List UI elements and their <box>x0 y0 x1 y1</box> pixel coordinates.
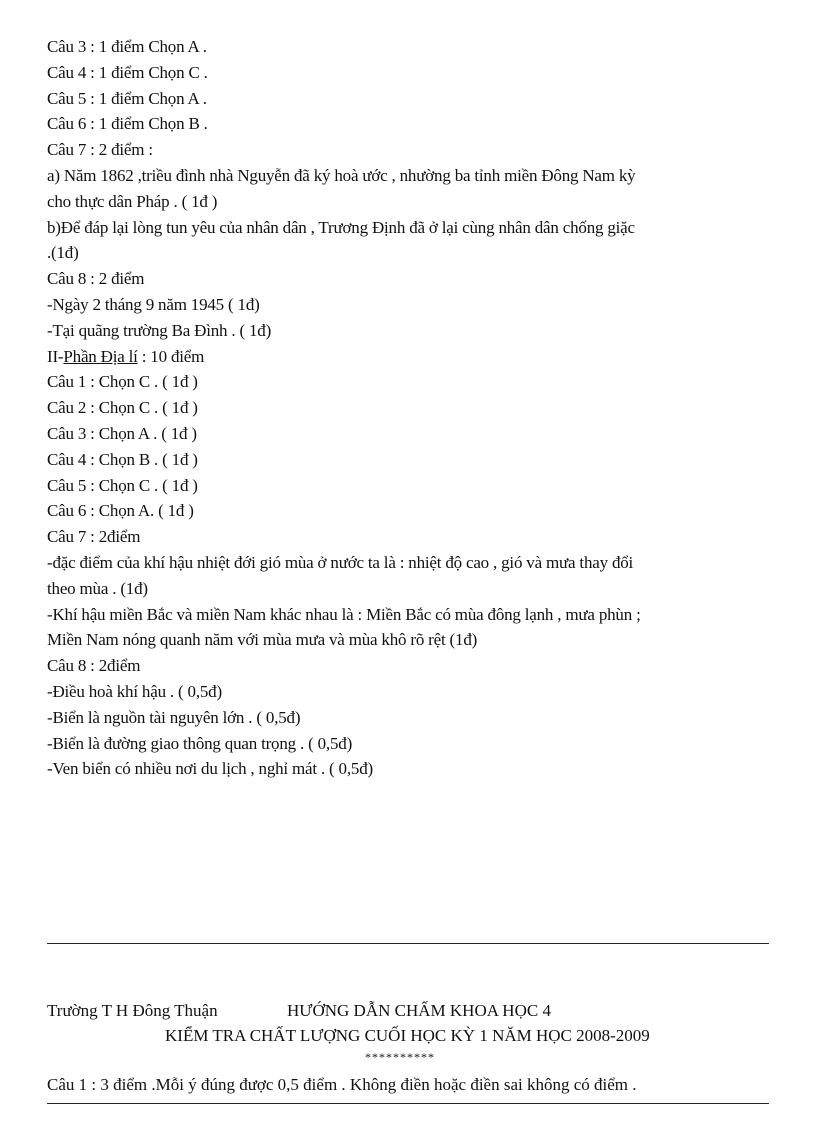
horizontal-divider <box>47 943 769 944</box>
section-heading-geography <box>47 344 767 370</box>
answer-line: Câu 7 : 2điểm <box>47 527 141 547</box>
answer-line: -Tại quãng trường Ba Đình . ( 1đ) <box>47 320 272 340</box>
answer-line: Câu 8 : 2 điểm <box>47 269 145 289</box>
header-row <box>47 998 769 1023</box>
answer-line: Câu 3 : 1 điểm Chọn A . <box>47 37 207 56</box>
answer-line: Câu 4 : 1 điểm Chọn C . <box>47 62 208 82</box>
next-page-header <box>47 998 769 1097</box>
document-title: HƯỚNG DẪN CHẤM KHOA HỌC 4 <box>287 1001 551 1020</box>
answer-line: Miền Nam nóng quanh năm với mùa mưa và mùa khô rõ rệt (1đ) <box>47 630 478 650</box>
horizontal-divider <box>47 1103 769 1104</box>
answer-line: cho thực dân Pháp . ( 1đ ) <box>47 191 218 211</box>
answer-line: -Biển là đường giao thông quan trọng . ( 0,5đ) <box>47 733 353 753</box>
answer-line: -Điều hoà khí hậu . ( 0,5đ) <box>47 681 222 701</box>
answer-line: .(1đ) <box>47 243 79 263</box>
school-name: Trường T H Đông Thuận <box>47 1001 218 1020</box>
answer-line: Câu 1 : 3 điểm .Mỗi ý đúng được 0,5 điểm . Không điền hoặc điền sai không có điểm . <box>47 1075 637 1094</box>
answer-line: -đặc điểm của khí hậu nhiệt đới gió mùa ở nước ta là : nhiệt độ cao , gió và mưa thay đổi <box>47 552 634 572</box>
answer-line: Câu 3 : Chọn A . ( 1đ ) <box>47 423 197 443</box>
answer-line: Câu 6 : Chọn A. ( 1đ ) <box>47 501 194 521</box>
answer-line: Câu 4 : Chọn B . ( 1đ ) <box>47 449 198 469</box>
answer-line: Câu 5 : Chọn C . ( 1đ ) <box>47 475 198 495</box>
star-separator: ********** <box>365 1050 435 1064</box>
answer-line: Câu 5 : 1 điểm Chọn A . <box>47 88 207 108</box>
answer-line: -Khí hậu miền Bắc và miền Nam khác nhau là : Miền Bắc có mùa đông lạnh , mưa phùn ; <box>47 604 641 624</box>
answer-line: -Ngày 2 tháng 9 năm 1945 ( 1đ) <box>47 294 260 314</box>
answer-line: Câu 1 : Chọn C . ( 1đ ) <box>47 372 198 392</box>
answer-line: -Biển là nguồn tài nguyên lớn . ( 0,5đ) <box>47 707 301 727</box>
section-prefix: II- <box>47 346 64 366</box>
answer-line: a) Năm 1862 ,triều đình nhà Nguyễn đã ký hoà ước , nhường ba tỉnh miền Đông Nam kỳ <box>47 165 636 185</box>
document-subtitle: KIỂM TRA CHẤT LƯỢNG CUỐI HỌC KỲ 1 NĂM HỌC 2008-2009 <box>165 1026 650 1045</box>
answer-line: theo mùa . (1đ) <box>47 578 148 598</box>
section-title: Phần Địa lí <box>63 346 138 366</box>
answer-line: Câu 7 : 2 điểm : <box>47 140 153 160</box>
answer-key-body <box>47 34 767 782</box>
section-suffix: : 10 điểm <box>137 346 205 366</box>
answer-line: Câu 8 : 2điểm <box>47 656 141 676</box>
answer-line: -Ven biển có nhiều nơi du lịch , nghỉ mát . ( 0,5đ) <box>47 759 373 779</box>
answer-line: Câu 6 : 1 điểm Chọn B . <box>47 114 208 134</box>
answer-line: Câu 2 : Chọn C . ( 1đ ) <box>47 398 198 418</box>
answer-line: b)Để đáp lại lòng tun yêu của nhân dân , Trương Định đã ở lại cùng nhân dân chống giặc <box>47 217 635 237</box>
